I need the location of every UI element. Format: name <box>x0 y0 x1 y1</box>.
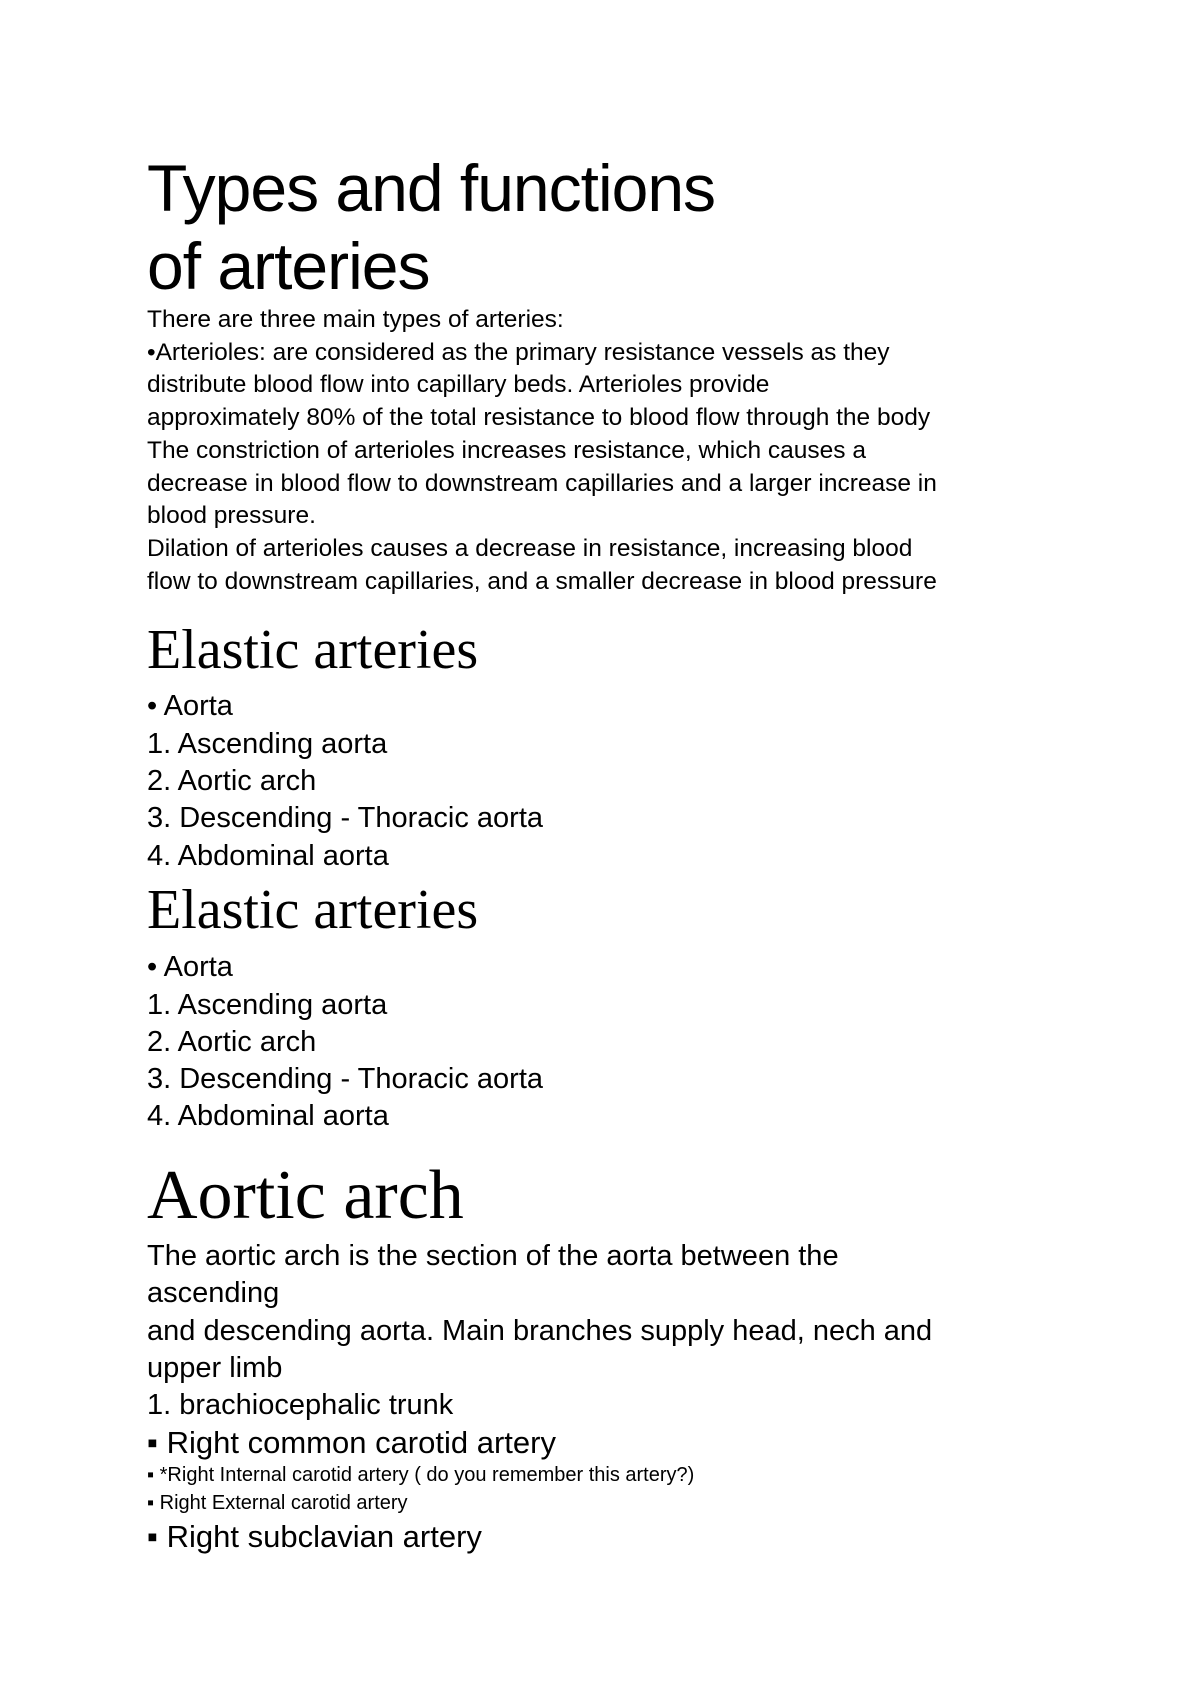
list-item: ▪ Right External carotid artery <box>147 1492 408 1514</box>
intro-line: •Arterioles: are considered as the primary resistance vessels as they <box>147 339 890 366</box>
list-item: 1. brachiocephalic trunk <box>147 1389 454 1421</box>
intro-line: The constriction of arterioles increases resistance, which causes a <box>147 437 866 464</box>
intro-line: There are three main types of arteries: <box>147 306 564 333</box>
intro-line: decrease in blood flow to downstream capillaries and a larger increase in <box>147 470 937 497</box>
paragraph-line: and descending aorta. Main branches supply head, nech and <box>147 1315 933 1347</box>
list-item: 2. Aortic arch <box>147 1026 317 1058</box>
list-item: 3. Descending - Thoracic aorta <box>147 1063 544 1095</box>
list-item: • Aorta <box>147 690 233 722</box>
list-item: ▪ Right common carotid artery <box>147 1425 556 1460</box>
intro-line: flow to downstream capillaries, and a smaller decrease in blood pressure <box>147 568 937 595</box>
section-heading: Aortic arch <box>147 1157 464 1234</box>
list-item: 4. Abdominal aorta <box>147 1100 389 1132</box>
list-item: 1. Ascending aorta <box>147 989 388 1021</box>
list-item: 4. Abdominal aorta <box>147 840 389 872</box>
intro-line: Dilation of arterioles causes a decrease in resistance, increasing blood <box>147 535 913 562</box>
list-item: • Aorta <box>147 951 233 983</box>
section-heading: Elastic arteries <box>147 619 479 681</box>
section-heading: Elastic arteries <box>147 879 479 941</box>
intro-line: approximately 80% of the total resistance to blood flow through the body <box>147 404 931 431</box>
paragraph-line: The aortic arch is the section of the aorta between the <box>147 1240 839 1272</box>
list-item: 3. Descending - Thoracic aorta <box>147 802 544 834</box>
list-item: ▪ *Right Internal carotid artery ( do you remember this artery?) <box>147 1464 695 1486</box>
intro-line: blood pressure. <box>147 502 316 529</box>
list-item: 1. Ascending aorta <box>147 728 388 760</box>
intro-line: distribute blood flow into capillary beds. Arterioles provide <box>147 371 770 398</box>
paragraph-line: ascending <box>147 1277 280 1309</box>
paragraph-line: upper limb <box>147 1352 283 1384</box>
list-item: ▪ Right subclavian artery <box>147 1519 482 1554</box>
page-title-line-1: Types and functions <box>147 151 716 225</box>
page-title-line-2: of arteries <box>147 229 430 303</box>
list-item: 2. Aortic arch <box>147 765 317 797</box>
